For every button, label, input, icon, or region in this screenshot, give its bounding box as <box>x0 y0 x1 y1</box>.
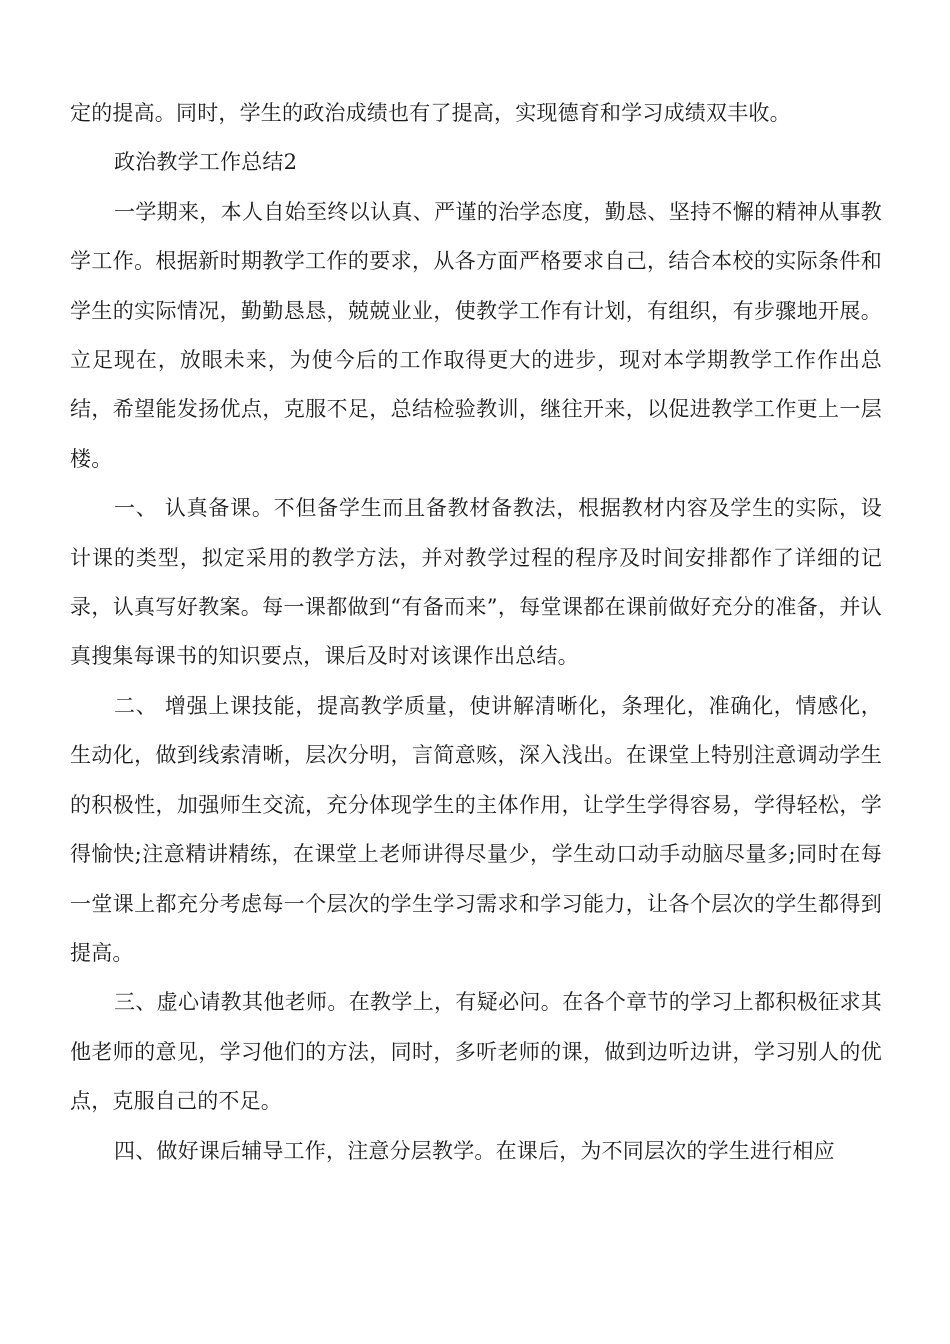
paragraph-point-4: 四、做好课后辅导工作，注意分层教学。在课后，为不同层次的学生进行相应 <box>114 1138 835 1163</box>
document-body <box>70 89 882 1176</box>
paragraph-intro: 一学期来，本人自始至终以认真、严谨的治学态度，勤恳、坚持不懈的精神从事教学工作。根据新时期教学工作的要求，从各方面严格要求自己，结合本校的实际条件和学生的实际情况，勤勤恳恳，兢兢业业，使教学工作有计划，有组织，有步骤地开展。立足现在，放眼未来，为使今后的工作取得更大的进步，现对本学期教学工作作出总结，希望能发扬优点，克服不足，总结检验教训，继往开来，以促进教学工作更上一层楼。 <box>70 199 882 471</box>
paragraph-point-1: 一、 认真备课。不但备学生而且备教材备教法，根据教材内容及学生的实际，设计课的类型，拟定采用的教学方法，并对教学过程的程序及时间安排都作了详细的记录，认真写好教案。每一课都做到“有备而来”，每堂课都在课前做好充分的准备，并认真搜集每课书的知识要点，课后及时对该课作出总结。 <box>70 496 882 669</box>
paragraph-point-2: 二、 增强上课技能，提高教学质量，使讲解清晰化，条理化，准确化，情感化，生动化，做到线索清晰，层次分明，言简意赅，深入浅出。在课堂上特别注意调动学生的积极性，加强师生交流，充分体现学生的主体作用，让学生学得容易，学得轻松，学得愉快;注意精讲精练，在课堂上老师讲得尽量少，学生动口动手动脑尽量多;同时在每一堂课上都充分考虑每一个层次的学生学习需求和学习能力，让各个层次的学生都得到提高。 <box>70 693 882 965</box>
paragraph-continuation: 定的提高。同时，学生的政治成绩也有了提高，实现德育和学习成绩双丰收。 <box>70 101 791 125</box>
paragraph-point-3: 三、虚心请教其他老师。在教学上，有疑必问。在各个章节的学习上都积极征求其他老师的意见，学习他们的方法，同时，多听老师的课，做到边听边讲，学习别人的优点，克服自己的不足。 <box>70 990 882 1114</box>
section-title: 政治教学工作总结2 <box>114 150 298 175</box>
